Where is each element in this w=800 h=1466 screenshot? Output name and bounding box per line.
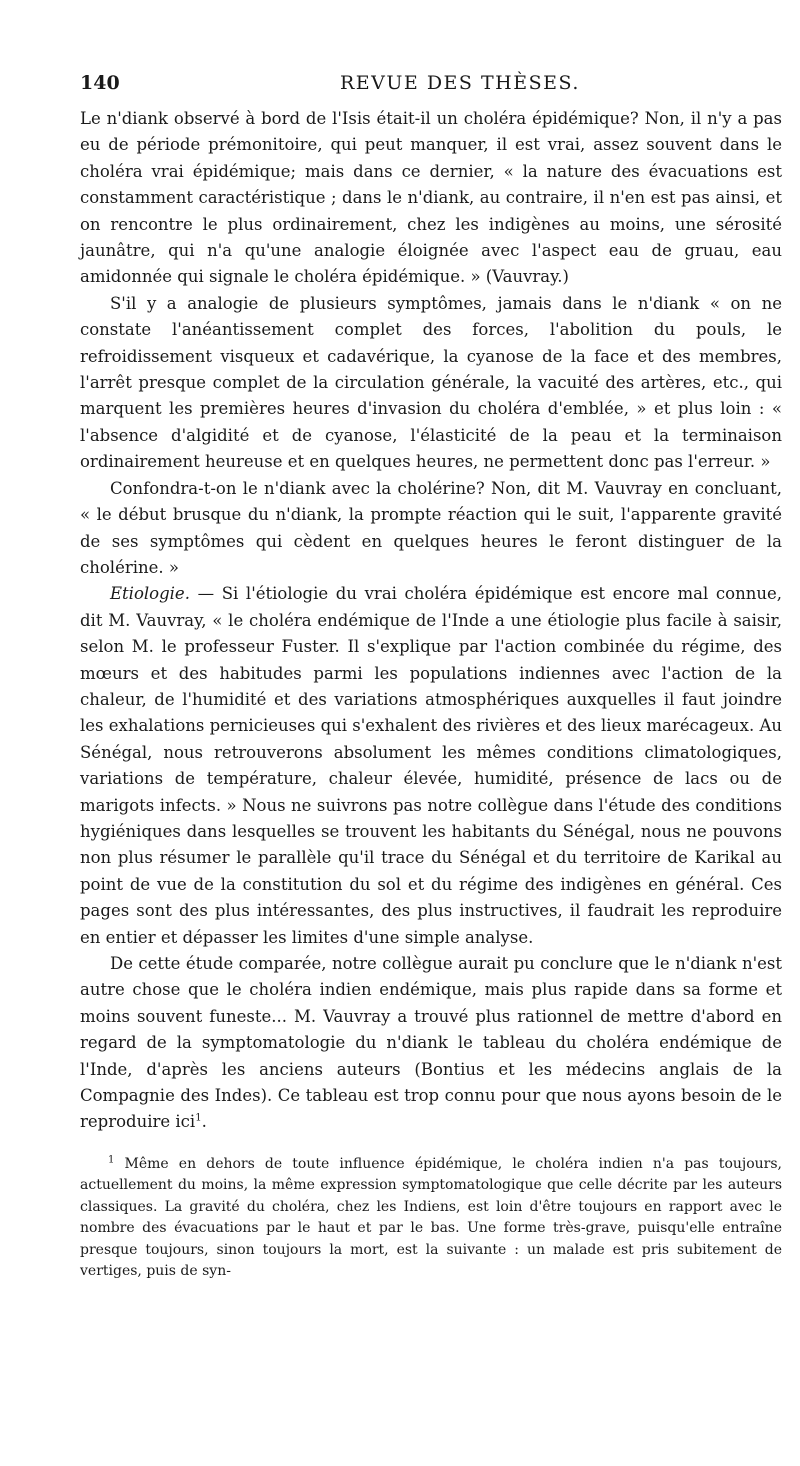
paragraph-5-end: . [201,1112,207,1132]
page-number: 140 [80,72,120,94]
paragraph-2: S'il y a analogie de plusieurs symptômes, jamais dans le n'diank « on ne constate l'anéantissement complet des forces, l'abolition du pouls, le refroidissement visqueux et cadavérique, la cyanose de la face et des membres, l'arrêt presque complet de la circulation générale, la vacuité des artères, etc., qui marquent les premières heures d'invasion du choléra d'emblée, » et plus loin : « l'absence d'algidité et de cyanose, l'élasticité de la peau et la terminaison ordinairement heureuse et en quelques heures, ne permettent donc pas l'erreur. » [80,293,782,472]
running-header [80,72,782,106]
document-page [80,72,782,1283]
paragraph-5-text: De cette étude comparée, notre collègue aurait pu conclure que le n'diank n'est autre chose que le choléra indien endémique, mais plus rapide dans sa forme et moins souvent funeste... M. Vauvray a trouvé plus rationnel de mettre d'abord en regard de la symptomatologie du n'diank le tableau du choléra endémique de l'Inde, d'après les anciens auteurs (Bontius et les médecins anglais de la Compagnie des Indes). Ce tableau est trop connu pour que nous ayons besoin de le reproduire ici [80,954,782,1132]
footnote-1 [80,1154,782,1283]
body-text [80,106,782,1136]
footnote-mark: 1 [108,1154,115,1166]
paragraph-1: Le n'diank observé à bord de l'Isis était-il un choléra épidémique? Non, il n'y a pas eu de période prémonitoire, qui peut manquer, il est vrai, assez souvent dans le choléra vrai épidémique; mais dans ce dernier, « la nature des évacuations est constamment caractéristique ; dans le n'diank, au contraire, il n'en est pas ainsi, et on rencontre le plus ordinairement, chez les indigènes au moins, une sérosité jaunâtre, qui n'a qu'une analogie éloignée avec l'aspect eau de gruau, eau amidonnée qui signale le choléra épidémique. » (Vauvray.) [80,109,782,287]
section-heading-etiologie: Etiologie. [110,584,190,604]
paragraph-3: Confondra-t-on le n'diank avec la cholérine? Non, dit M. Vauvray en concluant, « le début brusque du n'diank, la prompte réaction qui le suit, l'apparente gravité de ses symptômes qui cèdent en quelques heures le feront distinguer de la cholérine. » [80,478,782,577]
footnotes [80,1154,782,1283]
paragraph-5 [80,951,782,1136]
running-title: REVUE DES THÈSES. [340,72,580,94]
paragraph-4-text: — Si l'étiologie du vrai choléra épidémique est encore mal connue, dit M. Vauvray, « le choléra endémique de l'Inde a une étiologie plus facile à saisir, selon M. le professeur Fuster. Il s'explique par l'action combinée du régime, des mœurs et des habitudes parmi les populations indiennes avec l'action de la chaleur, de l'humidité et des variations atmosphériques auxquelles il faut joindre les exhalations pernicieuses qui s'exhalent des rivières et des lieux marécageux. Au Sénégal, nous retrouverons absolument les mêmes conditions climatologiques, variations de température, chaleur élevée, humidité, présence de lacs ou de marigots infects. » Nous ne suivrons pas notre collègue dans l'étude des conditions hygiéniques dans lesquelles se trouvent les habitants du Sénégal, nous ne pouvons non plus résumer le parallèle qu'il trace du Sénégal et du territoire de Karikal au point de vue de la constitution du sol et du régime des indigènes en général. Ces pages sont des plus intéressantes, des plus instructives, il faudrait les reproduire en entier et dépasser les limites d'une simple analyse. [80,584,782,947]
paragraph-4 [80,581,782,951]
footnote-reference[interactable]: 1 [195,1112,202,1124]
footnote-text: Même en dehors de toute influence épidémique, le choléra indien n'a pas toujours, actuellement du moins, la même expression symptomatologique que celle décrite par les auteurs classiques. La gravité du choléra, chez les Indiens, est loin d'être toujours en rapport avec le nombre des évacuations par le haut et par le bas. Une forme très-grave, puisqu'elle entraîne presque toujours, sinon toujours la mort, est la suivante : un malade est pris subitement de vertiges, puis de syn- [80,1155,782,1280]
